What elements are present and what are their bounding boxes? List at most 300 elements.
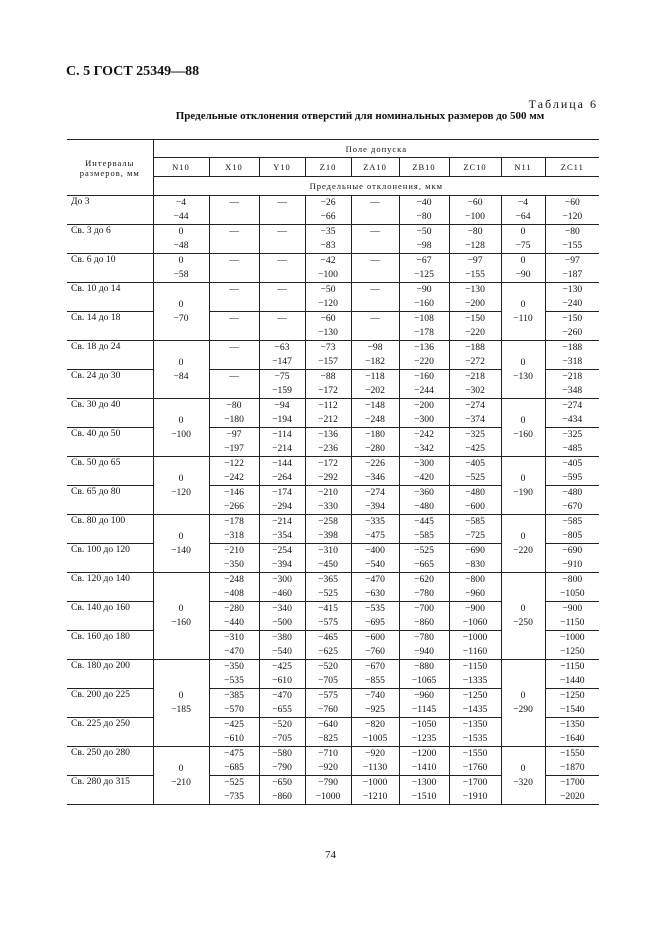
upper-deviation: −425 (272, 661, 292, 672)
deviation-value (259, 399, 305, 428)
upper-deviation: −258 (318, 516, 338, 527)
lower-deviation: −64 (515, 211, 531, 222)
upper-deviation: −1700 (560, 777, 585, 788)
upper-deviation: −820 (365, 719, 385, 730)
upper-deviation: −130 (562, 284, 583, 295)
upper-deviation: −710 (318, 748, 338, 759)
upper-deviation: −475 (224, 748, 244, 759)
size-interval: Св. 24 до 30 (67, 370, 153, 399)
deviation-value (449, 254, 501, 283)
deviation-value (399, 370, 449, 399)
deviation-value (449, 370, 501, 399)
lower-deviation: −540 (272, 646, 292, 657)
upper-deviation: −254 (272, 545, 292, 556)
lower-deviation: −84 (173, 370, 189, 382)
lower-deviation: −925 (365, 704, 385, 715)
upper-deviation: −780 (414, 632, 434, 643)
lower-deviation: −625 (318, 646, 338, 657)
deviation-value (545, 631, 599, 660)
lower-deviation: −500 (272, 617, 292, 628)
lower-deviation: −475 (365, 530, 385, 541)
lower-deviation: −805 (562, 530, 583, 541)
lower-deviation: −157 (318, 356, 338, 367)
lower-deviation: −860 (414, 617, 434, 628)
lower-deviation: −595 (562, 472, 583, 483)
upper-deviation: −800 (465, 574, 485, 585)
deviation-value (209, 718, 259, 747)
upper-deviation: −1150 (560, 661, 585, 672)
deviation-value (259, 341, 305, 370)
upper-deviation: −150 (465, 313, 485, 324)
deviation-value (501, 254, 545, 283)
deviation-value (209, 602, 259, 631)
deviation-value (545, 225, 599, 254)
lower-deviation: −240 (562, 298, 583, 309)
size-interval: Св. 80 до 100 (67, 515, 153, 544)
lower-deviation: −705 (318, 675, 338, 686)
upper-deviation: −63 (274, 342, 290, 353)
upper-deviation: −112 (318, 400, 338, 411)
deviation-value (501, 573, 545, 660)
lower-deviation: −350 (224, 559, 244, 570)
table-row (67, 573, 599, 602)
deviation-value (351, 718, 399, 747)
deviation-value (305, 660, 351, 689)
upper-deviation: −88 (320, 371, 336, 382)
deviation-value (259, 573, 305, 602)
upper-deviation: −35 (320, 226, 336, 237)
upper-deviation: −920 (365, 748, 385, 759)
not-applicable-dash: — (351, 254, 399, 283)
not-applicable-dash: — (351, 283, 399, 312)
deviation-value (399, 283, 449, 312)
upper-deviation: −248 (224, 574, 244, 585)
deviation-value (153, 225, 209, 254)
deviation-value (351, 341, 399, 370)
deviation-value (351, 660, 399, 689)
size-interval: Св. 250 до 280 (67, 747, 153, 776)
deviation-value (259, 486, 305, 515)
upper-deviation: −218 (562, 371, 583, 382)
upper-deviation: −480 (465, 487, 485, 498)
lower-deviation: −75 (515, 240, 531, 251)
deviation-value (449, 312, 501, 341)
upper-deviation: −525 (224, 777, 244, 788)
upper-deviation: 0 (178, 530, 184, 542)
deviation-value (545, 544, 599, 573)
upper-deviation: 0 (178, 356, 184, 368)
deviation-value (153, 573, 209, 660)
upper-deviation: −60 (564, 197, 580, 208)
size-interval: Св. 6 до 10 (67, 254, 153, 283)
upper-deviation: −690 (465, 545, 485, 556)
upper-deviation: −1350 (560, 719, 585, 730)
upper-deviation: 0 (520, 603, 526, 614)
deviation-value (305, 631, 351, 660)
lower-deviation: −825 (318, 733, 338, 744)
size-interval: Св. 140 до 160 (67, 602, 153, 631)
lower-deviation: −318 (562, 356, 583, 367)
deviation-value (209, 515, 259, 544)
deviation-value (449, 718, 501, 747)
lower-deviation: −236 (318, 443, 338, 454)
upper-deviation: −380 (272, 632, 292, 643)
upper-deviation: −98 (367, 342, 383, 353)
lower-deviation: −610 (224, 733, 244, 744)
lower-deviation: −300 (414, 414, 434, 425)
deviation-value (153, 747, 209, 805)
upper-deviation: −470 (272, 690, 292, 701)
not-applicable-dash: — (209, 341, 259, 370)
lower-deviation: −172 (318, 385, 338, 396)
deviation-value (399, 428, 449, 457)
deviation-value (305, 573, 351, 602)
lower-deviation: −100 (465, 211, 485, 222)
not-applicable-dash: — (209, 225, 259, 254)
lower-deviation: −525 (318, 588, 338, 599)
size-interval: До 3 (67, 196, 153, 225)
lower-deviation: −250 (513, 617, 533, 628)
upper-deviation: −172 (318, 458, 338, 469)
deviation-value (449, 776, 501, 805)
deviation-value (545, 196, 599, 225)
deviation-value (305, 689, 351, 718)
lower-deviation: −1050 (560, 588, 585, 599)
upper-deviation: 0 (178, 226, 184, 237)
upper-deviation: −740 (365, 690, 385, 701)
lower-deviation: −480 (414, 501, 434, 512)
deviation-value (449, 515, 501, 544)
upper-deviation: −1250 (462, 690, 488, 701)
column-header: X10 (209, 158, 259, 177)
deviation-value (305, 283, 351, 312)
lower-deviation: −202 (365, 385, 385, 396)
lower-deviation: −1065 (411, 675, 437, 686)
deviation-value (399, 602, 449, 631)
lower-deviation: −212 (318, 414, 338, 425)
lower-deviation: −318 (224, 530, 244, 541)
upper-deviation: −200 (414, 400, 434, 411)
deviation-value (259, 515, 305, 544)
upper-deviation: −180 (365, 429, 385, 440)
column-header: ZC10 (449, 158, 501, 177)
deviation-value (305, 486, 351, 515)
lower-deviation: −292 (318, 472, 338, 483)
lower-deviation: −197 (224, 443, 244, 454)
upper-deviation: −385 (224, 690, 244, 701)
column-header: N10 (153, 158, 209, 177)
upper-deviation: −310 (224, 632, 244, 643)
not-applicable-dash: — (209, 312, 259, 341)
lower-deviation: −260 (562, 327, 583, 338)
lower-deviation: −264 (272, 472, 292, 483)
upper-deviation: −50 (320, 284, 336, 295)
deviation-value (305, 225, 351, 254)
upper-deviation: −580 (272, 748, 292, 759)
lower-deviation: −735 (224, 791, 244, 802)
lower-deviation: −760 (318, 704, 338, 715)
deviation-value (449, 544, 501, 573)
upper-deviation: −73 (320, 342, 336, 353)
lower-deviation: −374 (465, 414, 485, 425)
not-applicable-dash: — (209, 370, 259, 399)
lower-deviation: −394 (272, 559, 292, 570)
not-applicable-dash: — (259, 225, 305, 254)
deviation-value (545, 747, 599, 776)
deviation-value (209, 660, 259, 689)
upper-deviation: −465 (318, 632, 338, 643)
size-interval: Св. 30 до 40 (67, 399, 153, 428)
lower-deviation: −1510 (411, 791, 437, 802)
lower-deviation: −1000 (315, 791, 341, 802)
deviation-value (259, 544, 305, 573)
deviation-value (305, 747, 351, 776)
lower-deviation: −266 (224, 501, 244, 512)
lower-deviation: −83 (320, 240, 336, 251)
deviation-value (449, 573, 501, 602)
not-applicable-dash: — (351, 225, 399, 254)
deviation-value (449, 631, 501, 660)
deviation-value (545, 515, 599, 544)
deviation-value (351, 602, 399, 631)
size-interval: Св. 120 до 140 (67, 573, 153, 602)
upper-deviation: −218 (465, 371, 485, 382)
lower-deviation: −80 (416, 211, 432, 222)
upper-deviation: −425 (224, 719, 244, 730)
deviation-value (209, 631, 259, 660)
deviation-value (399, 573, 449, 602)
lower-deviation: −140 (171, 544, 191, 556)
lower-deviation: −725 (465, 530, 485, 541)
lower-deviation: −155 (562, 240, 583, 251)
upper-deviation: −136 (414, 342, 434, 353)
lower-deviation: −100 (318, 269, 338, 280)
upper-deviation: −50 (416, 226, 432, 237)
not-applicable-dash: — (351, 312, 399, 341)
lower-deviation: −394 (365, 501, 385, 512)
lower-deviation: −44 (173, 211, 189, 222)
upper-deviation: −690 (562, 545, 583, 556)
upper-deviation: 0 (178, 603, 184, 614)
upper-deviation: 0 (520, 472, 526, 484)
upper-deviation: −60 (467, 197, 483, 208)
deviation-value (449, 689, 501, 718)
deviation-value (501, 283, 545, 341)
lower-deviation: −160 (171, 617, 191, 628)
upper-deviation: −310 (318, 545, 338, 556)
upper-deviation: −280 (224, 603, 244, 614)
lower-deviation: −346 (365, 472, 385, 483)
deviation-value (399, 747, 449, 776)
upper-deviation: −4 (175, 197, 187, 208)
upper-deviation: −365 (318, 574, 338, 585)
deviation-value (153, 457, 209, 515)
upper-deviation: −880 (414, 661, 434, 672)
lower-deviation: −220 (513, 544, 533, 556)
lower-deviation: −110 (513, 312, 533, 324)
deviation-value (259, 660, 305, 689)
deviation-value (545, 283, 599, 312)
deviation-value (351, 457, 399, 486)
upper-deviation: −640 (318, 719, 338, 730)
deviation-value (305, 254, 351, 283)
upper-deviation: −67 (416, 255, 432, 266)
deviation-value (153, 341, 209, 399)
table-row (67, 660, 599, 689)
lower-deviation: −1130 (362, 762, 388, 773)
upper-deviation: −525 (414, 545, 434, 556)
not-applicable-dash: — (351, 196, 399, 225)
column-header: ZC11 (545, 158, 599, 177)
lower-deviation: −535 (224, 675, 244, 686)
deviation-value (545, 776, 599, 805)
deviation-value (501, 747, 545, 805)
lower-deviation: −348 (562, 385, 583, 396)
size-interval: Св. 18 до 24 (67, 341, 153, 370)
upper-deviation: −650 (272, 777, 292, 788)
lower-deviation: −665 (414, 559, 434, 570)
deviation-value (209, 544, 259, 573)
lower-deviation: −610 (272, 675, 292, 686)
lower-deviation: −120 (318, 298, 338, 309)
lower-deviation: −280 (365, 443, 385, 454)
upper-deviation: −188 (562, 342, 583, 353)
upper-deviation: −130 (465, 284, 485, 295)
lower-deviation: −1005 (362, 733, 388, 744)
deviation-value (399, 399, 449, 428)
lower-deviation: −294 (272, 501, 292, 512)
upper-deviation: −335 (365, 516, 385, 527)
upper-deviation: −400 (365, 545, 385, 556)
lower-deviation: −1540 (560, 704, 585, 715)
lower-deviation: −780 (414, 588, 434, 599)
upper-deviation: −80 (564, 226, 580, 237)
lower-deviation: −790 (272, 762, 292, 773)
lower-deviation: −342 (414, 443, 434, 454)
upper-deviation: 0 (520, 298, 526, 310)
deviation-value (351, 399, 399, 428)
upper-deviation: −405 (562, 458, 583, 469)
deviation-value (351, 689, 399, 718)
deviation-value (351, 515, 399, 544)
upper-deviation: −226 (365, 458, 385, 469)
upper-deviation: −75 (274, 371, 290, 382)
lower-deviation: −1145 (411, 704, 437, 715)
upper-deviation: −960 (414, 690, 434, 701)
lower-deviation: −248 (365, 414, 385, 425)
upper-deviation: −118 (365, 371, 385, 382)
deviation-value (259, 747, 305, 776)
table-row (67, 399, 599, 428)
deviation-value (545, 602, 599, 631)
table-row (67, 225, 599, 254)
upper-deviation: −900 (465, 603, 485, 614)
lower-deviation: −434 (562, 414, 583, 425)
lower-deviation: −320 (513, 776, 533, 788)
lower-deviation: −220 (465, 327, 485, 338)
size-interval: Св. 65 до 80 (67, 486, 153, 515)
deviation-value (545, 486, 599, 515)
upper-deviation: −575 (318, 690, 338, 701)
lower-deviation: −450 (318, 559, 338, 570)
upper-deviation: −1250 (560, 690, 585, 701)
upper-deviation: −1050 (411, 719, 437, 730)
column-header: ZA10 (351, 158, 399, 177)
deviation-value (209, 486, 259, 515)
upper-deviation: 0 (520, 255, 526, 266)
lower-deviation: −130 (318, 327, 338, 338)
deviation-value (501, 341, 545, 399)
upper-deviation: −274 (465, 400, 485, 411)
deviation-value (209, 747, 259, 776)
upper-deviation: −535 (365, 603, 385, 614)
document-header: С. 5 ГОСТ 25349—88 (66, 64, 200, 79)
deviation-value (351, 370, 399, 399)
upper-deviation: −1000 (462, 632, 488, 643)
lower-deviation: −830 (465, 559, 485, 570)
deviations-table (67, 139, 599, 805)
lower-deviation: −2020 (560, 791, 585, 802)
upper-deviation: 0 (520, 530, 526, 542)
deviation-value (209, 457, 259, 486)
upper-deviation: −520 (318, 661, 338, 672)
lower-deviation: −705 (272, 733, 292, 744)
upper-deviation: −210 (318, 487, 338, 498)
lower-deviation: −600 (465, 501, 485, 512)
deviation-value (259, 689, 305, 718)
lower-deviation: −960 (465, 588, 485, 599)
lower-deviation: −1410 (411, 762, 437, 773)
deviation-value (259, 457, 305, 486)
lower-deviation: −855 (365, 675, 385, 686)
lower-deviation: −330 (318, 501, 338, 512)
lower-deviation: −1910 (462, 791, 488, 802)
upper-deviation: −42 (320, 255, 336, 266)
upper-deviation: −325 (562, 429, 583, 440)
upper-deviation: −300 (272, 574, 292, 585)
lower-deviation: −525 (465, 472, 485, 483)
lower-deviation: −90 (515, 269, 531, 280)
upper-deviation: −585 (465, 516, 485, 527)
upper-deviation: −174 (272, 487, 292, 498)
upper-deviation: 0 (178, 414, 184, 426)
lower-deviation: −128 (465, 240, 485, 251)
size-interval: Св. 225 до 250 (67, 718, 153, 747)
lower-deviation: −155 (465, 269, 485, 280)
lower-deviation: −159 (272, 385, 292, 396)
lower-deviation: −178 (414, 327, 434, 338)
upper-deviation: −210 (224, 545, 244, 556)
deviation-value (449, 196, 501, 225)
deviation-value (351, 428, 399, 457)
lower-deviation: −630 (365, 588, 385, 599)
table-row (67, 341, 599, 370)
table-row (67, 747, 599, 776)
lower-deviation: −760 (365, 646, 385, 657)
upper-deviation: −274 (562, 400, 583, 411)
lower-deviation: −585 (414, 530, 434, 541)
deviation-value (399, 631, 449, 660)
lower-deviation: −1150 (560, 617, 585, 628)
lower-deviation: −1160 (462, 646, 488, 657)
upper-deviation: −360 (414, 487, 434, 498)
upper-deviation: −122 (224, 458, 244, 469)
deviation-value (501, 399, 545, 457)
deviation-value (305, 399, 351, 428)
deviation-value (153, 254, 209, 283)
upper-deviation: −520 (272, 719, 292, 730)
upper-deviation: −97 (564, 255, 580, 266)
